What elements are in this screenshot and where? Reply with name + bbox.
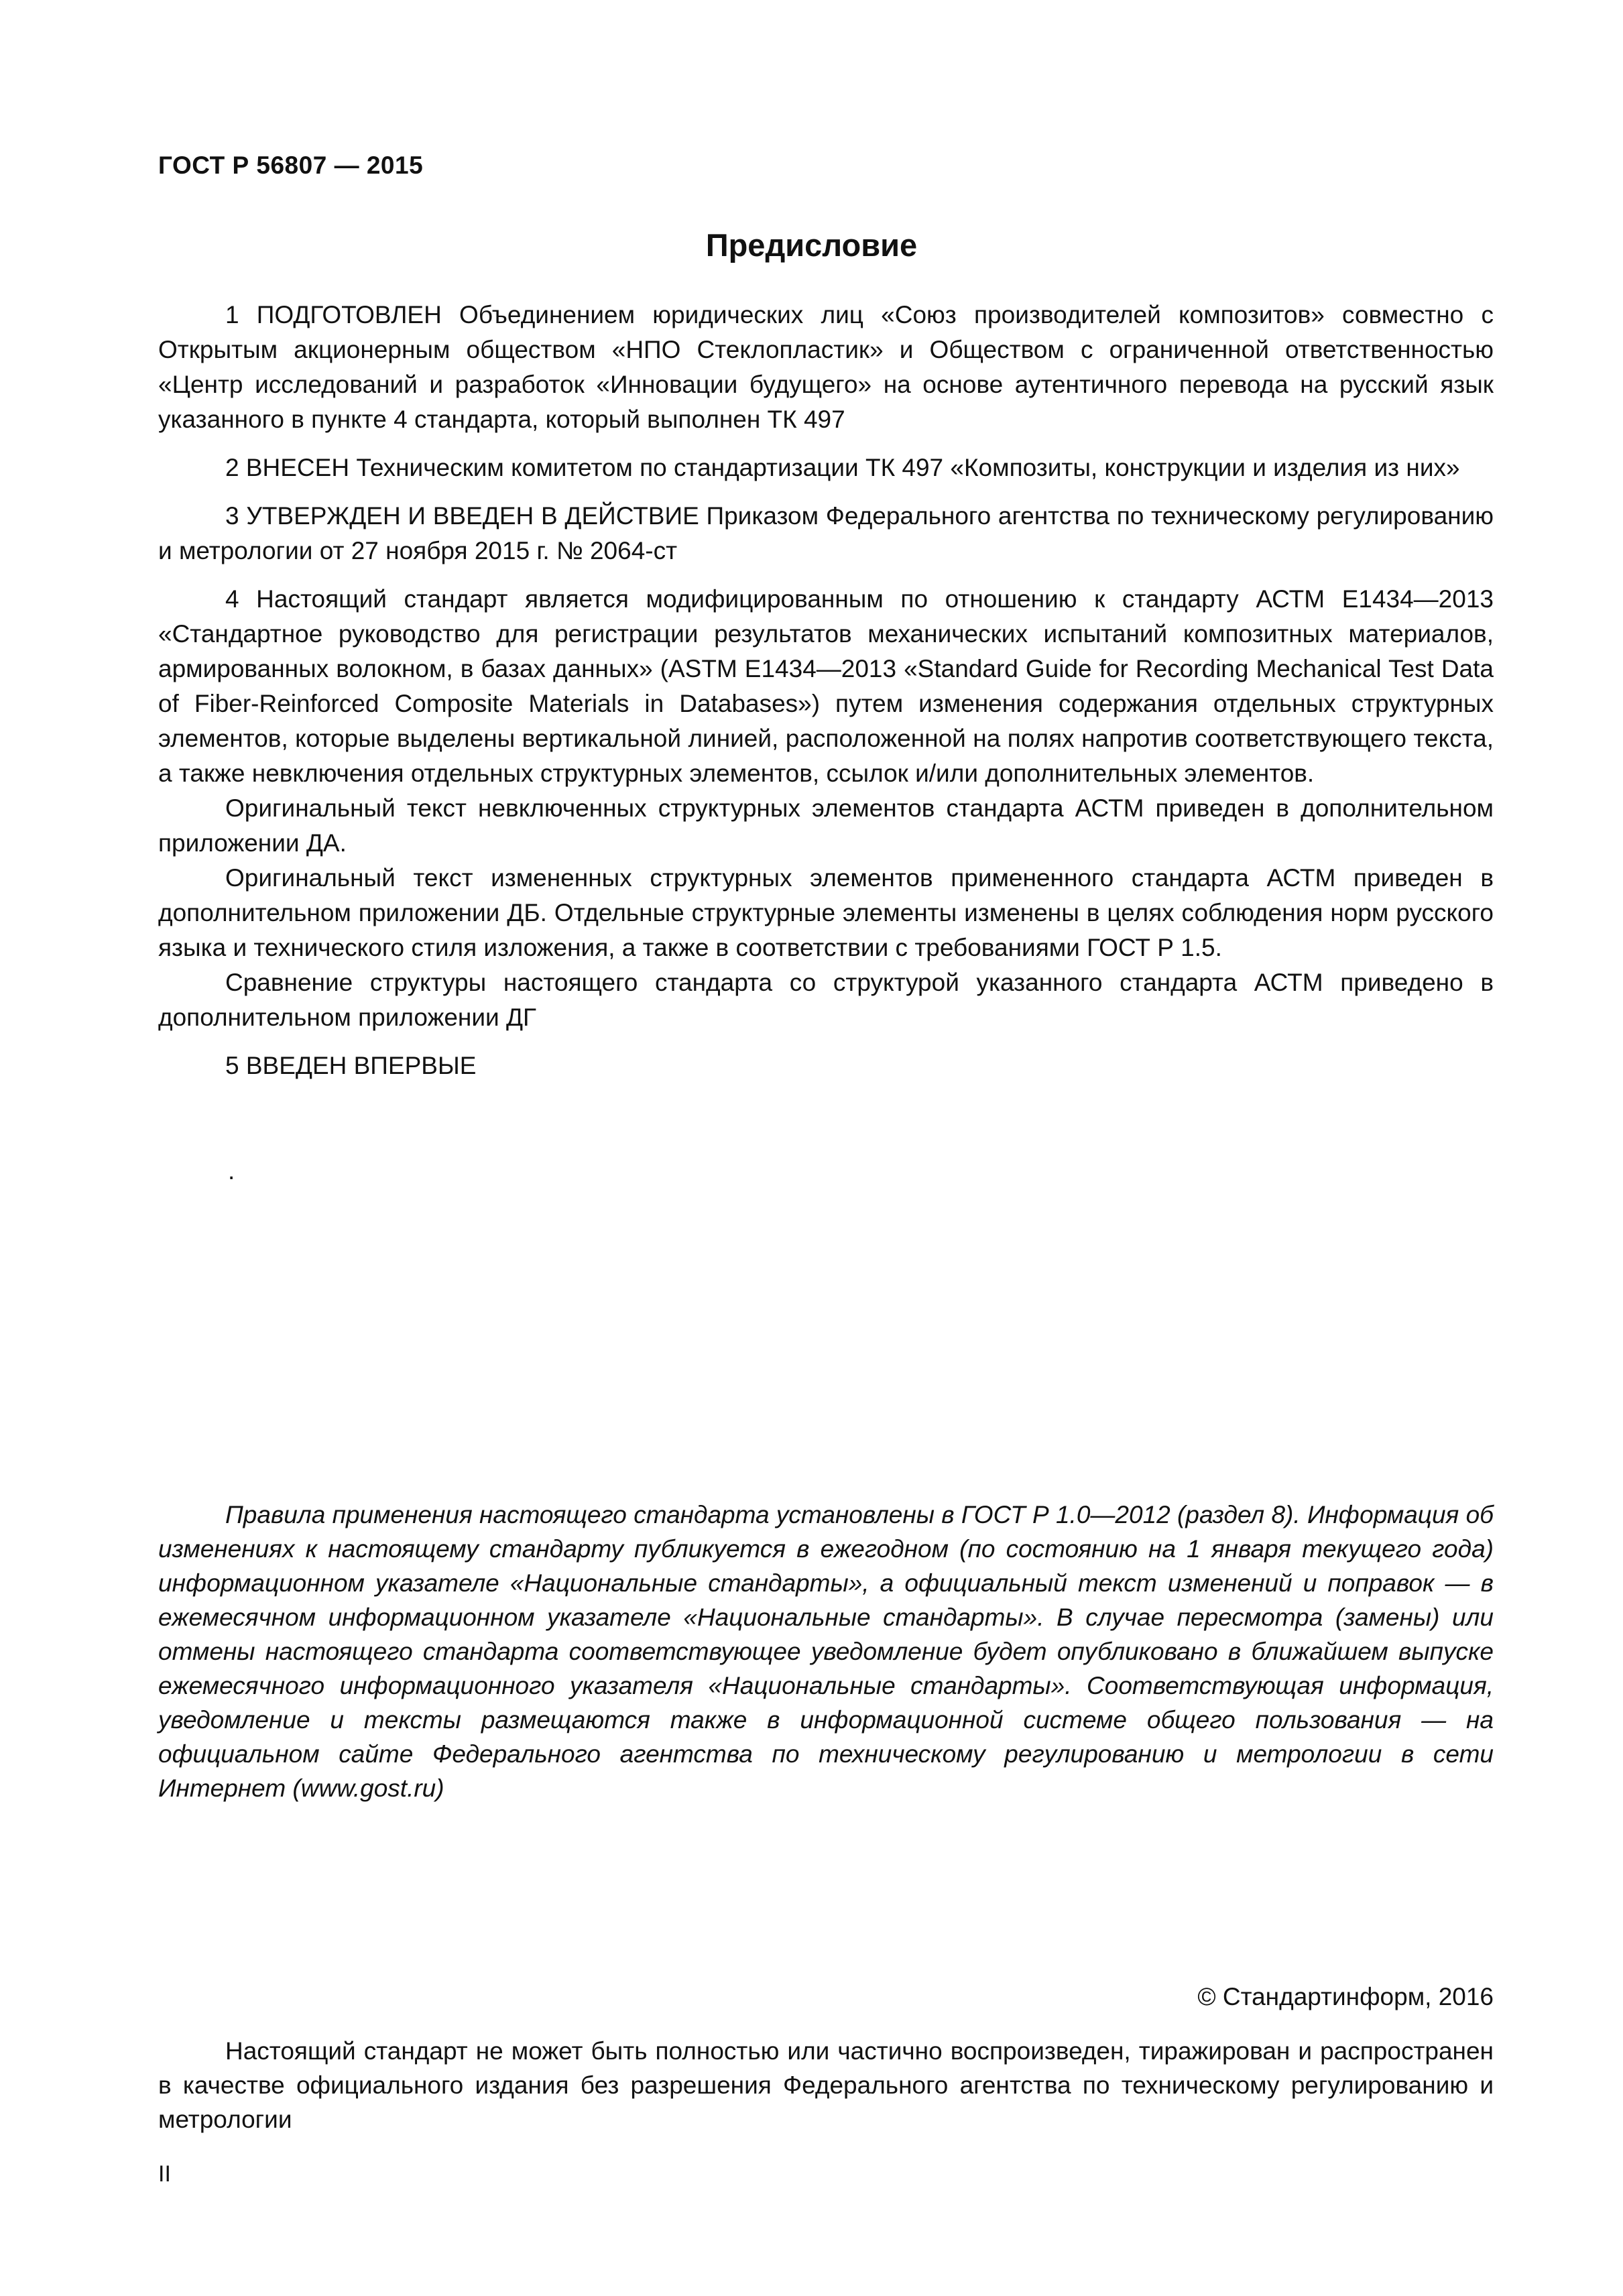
paragraph-modified-standard: 4 Настоящий стандарт является модифицированным по отношению к стандарту АСТМ Е1434—2013 «Стандартное руководство для регистрации результатов механических испытаний композитных материалов, армированных волокном, в базах данных» (ASTM E1434—2013 «Standard Guide for Recording Mechanical Test Data of Fiber-Reinforced Composite Materials in Databases») путем изменения содержания отдельных структурных элементов, которые выделены вертикальной линией, расположенной на полях напротив соответствующего текста, а также невключения отдельных структурных элементов, ссылок и/или дополнительных элементов. (158, 585, 1494, 787)
foreword-body (158, 298, 1494, 1083)
stray-mark: . (228, 1157, 235, 1185)
copyright-line: © Стандартинформ, 2016 (1197, 1983, 1494, 2010)
paragraph-appendix-db: Оригинальный текст измененных структурных элементов примененного стандарта АСТМ приведен в дополнительном приложении ДБ. Отдельные структурные элементы изменены в целях соблюдения норм русского языка и технического стиля изложения, а также в соответствии с требованиями ГОСТ Р 1.5. (158, 864, 1494, 961)
reproduction-notice-text: Настоящий стандарт не может быть полностью или частично воспроизведен, тиражирован и распространен в качестве официального издания без разрешения Федерального агентства по техническому регулированию и метрологии (158, 2037, 1494, 2133)
paragraph-first-introduced: 5 ВВЕДЕН ВПЕРВЫЕ (225, 1052, 477, 1079)
section-title: Предисловие (705, 227, 918, 263)
reproduction-notice (158, 2034, 1494, 2136)
application-notice-text: Правила применения настоящего стандарта установлены в ГОСТ Р 1.0—2012 (раздел 8). Информация об изменениях к настоящему стандарту публикуется в ежегодном (по состоянию на 1 января текущего года) информационном указателе «Национальные стандарты», а официальный текст изменений и поправок — в ежемесячном информационном указателе «Национальные стандарты». В случае пересмотра (замены) или отмены настоящего стандарта соответствующее уведомление будет опубликовано в ближайшем выпуске ежемесячного информационного указателя «Национальные стандарты». Соответствующая информация, уведомление и тексты размещаются также в информационной системе общего пользования — на официальном сайте Федерального агентства по техническому регулированию и метрологии в сети Интернет (www.gost.ru) (158, 1501, 1494, 1802)
document-code: ГОСТ Р 56807 — 2015 (158, 152, 424, 179)
application-notice (158, 1498, 1494, 1805)
paragraph-submitted: 2 ВНЕСЕН Техническим комитетом по стандартизации ТК 497 «Композиты, конструкции и изделия из них» (225, 454, 1460, 481)
paragraph-appendix-dg: Сравнение структуры настоящего стандарта со структурой указанного стандарта АСТМ приведено в дополнительном приложении ДГ (158, 969, 1494, 1031)
paragraph-prepared: 1 ПОДГОТОВЛЕН Объединением юридических лиц «Союз производителей композитов» совместно с Открытым акционерным обществом «НПО Стеклопластик» и Обществом с ограниченной ответственностью «Центр исследований и разработок «Инновации будущего» на основе аутентичного перевода на русский язык указанного в пункте 4 стандарта, который выполнен ТК 497 (158, 301, 1494, 433)
page-number: II (158, 2161, 171, 2187)
paragraph-appendix-da: Оригинальный текст невключенных структурных элементов стандарта АСТМ приведен в дополнительном приложении ДА. (158, 794, 1494, 857)
paragraph-approved: 3 УТВЕРЖДЕН И ВВЕДЕН В ДЕЙСТВИЕ Приказом Федерального агентства по техническому регулированию и метрологии от 27 ноября 2015 г. № 2064-ст (158, 502, 1494, 564)
